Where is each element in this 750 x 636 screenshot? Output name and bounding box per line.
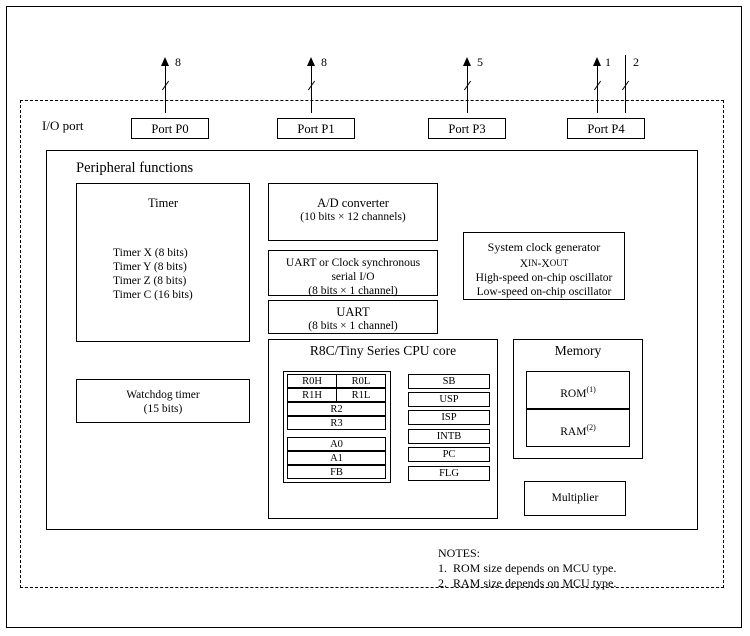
- uart-clock-sync-box: [268, 250, 438, 296]
- clock-line4: Low-speed on-chip oscillator: [476, 286, 612, 298]
- uart-line2: (8 bits × 1 channel): [308, 320, 398, 332]
- reg-sb: SB: [408, 374, 490, 389]
- reg-pc: PC: [408, 447, 490, 462]
- note-item-2: 2. RAM size depends on MCU type.: [438, 576, 617, 590]
- timer-item: Timer Y (8 bits): [113, 261, 187, 273]
- port-box-p3[interactable]: Port P3: [428, 118, 506, 139]
- ram-note-ref: (2): [586, 423, 596, 432]
- reg-r0h: R0H: [287, 374, 337, 388]
- watchdog-timer-box: [76, 379, 250, 423]
- uart-line1: UART: [336, 305, 370, 319]
- reg-a0: A0: [287, 437, 386, 451]
- ad-converter-box: [268, 183, 438, 241]
- reg-usp: USP: [408, 392, 490, 407]
- uart-sync-line3: (8 bits × 1 channel): [308, 285, 398, 297]
- xout-prefix: -X: [537, 258, 550, 270]
- timer-box: [76, 183, 250, 342]
- watchdog-line2: (15 bits): [143, 403, 183, 415]
- watchdog-line1: Watchdog timer: [126, 389, 200, 401]
- timer-item: Timer X (8 bits): [113, 247, 188, 259]
- multiplier-box: Multiplier: [524, 481, 626, 516]
- clock-line3: High-speed on-chip oscillator: [475, 272, 613, 284]
- ram-label: RAM: [560, 425, 587, 438]
- memory-title: Memory: [554, 343, 602, 358]
- adc-line1: A/D converter: [317, 196, 389, 210]
- system-clock-generator-box: [463, 232, 625, 300]
- io-port-label: I/O port: [42, 118, 84, 133]
- xout-sub: OUT: [549, 258, 569, 268]
- uart-sync-line1: UART or Clock synchronous: [285, 257, 421, 269]
- clock-line2: [464, 256, 624, 271]
- reg-flg: FLG: [408, 466, 490, 481]
- ram-box: [526, 409, 630, 447]
- port-box-p4[interactable]: Port P4: [567, 118, 645, 139]
- bus-width-p0: 8: [175, 55, 181, 69]
- reg-fb: FB: [287, 465, 386, 479]
- bus-width-p4-b: 2: [633, 55, 639, 69]
- clock-line1: System clock generator: [487, 240, 601, 254]
- xin-sub: IN: [528, 258, 538, 268]
- rom-note-ref: (1): [586, 385, 596, 394]
- xin-prefix: X: [519, 258, 529, 270]
- reg-r1h: R1H: [287, 388, 337, 402]
- peripheral-functions-title: Peripheral functions: [76, 160, 194, 176]
- uart-box: [268, 300, 438, 334]
- bus-width-p1: 8: [321, 55, 327, 69]
- timer-list: [77, 246, 249, 302]
- cpu-core-title: R8C/Tiny Series CPU core: [309, 343, 457, 358]
- reg-r0l: R0L: [336, 374, 386, 388]
- reg-intb: INTB: [408, 429, 490, 444]
- reg-isp: ISP: [408, 410, 490, 425]
- reg-r1l: R1L: [336, 388, 386, 402]
- timer-header: Timer: [147, 196, 179, 210]
- bus-width-p3: 5: [477, 55, 483, 69]
- uart-sync-line2: serial I/O: [331, 271, 375, 283]
- reg-r3: R3: [287, 416, 386, 430]
- reg-r2: R2: [287, 402, 386, 416]
- port-box-p1[interactable]: Port P1: [277, 118, 355, 139]
- notes-header: NOTES:: [438, 546, 480, 560]
- timer-item: Timer C (16 bits): [113, 289, 193, 301]
- rom-box: [526, 371, 630, 409]
- adc-line2: (10 bits × 12 channels): [300, 211, 406, 223]
- notes-block: [438, 546, 616, 591]
- rom-label: ROM: [560, 387, 587, 400]
- reg-a1: A1: [287, 451, 386, 465]
- port-box-p0[interactable]: Port P0: [131, 118, 209, 139]
- bus-width-p4-a: 1: [605, 55, 611, 69]
- note-item-1: 1. ROM size depends on MCU type.: [438, 561, 617, 575]
- timer-item: Timer Z (8 bits): [113, 275, 187, 287]
